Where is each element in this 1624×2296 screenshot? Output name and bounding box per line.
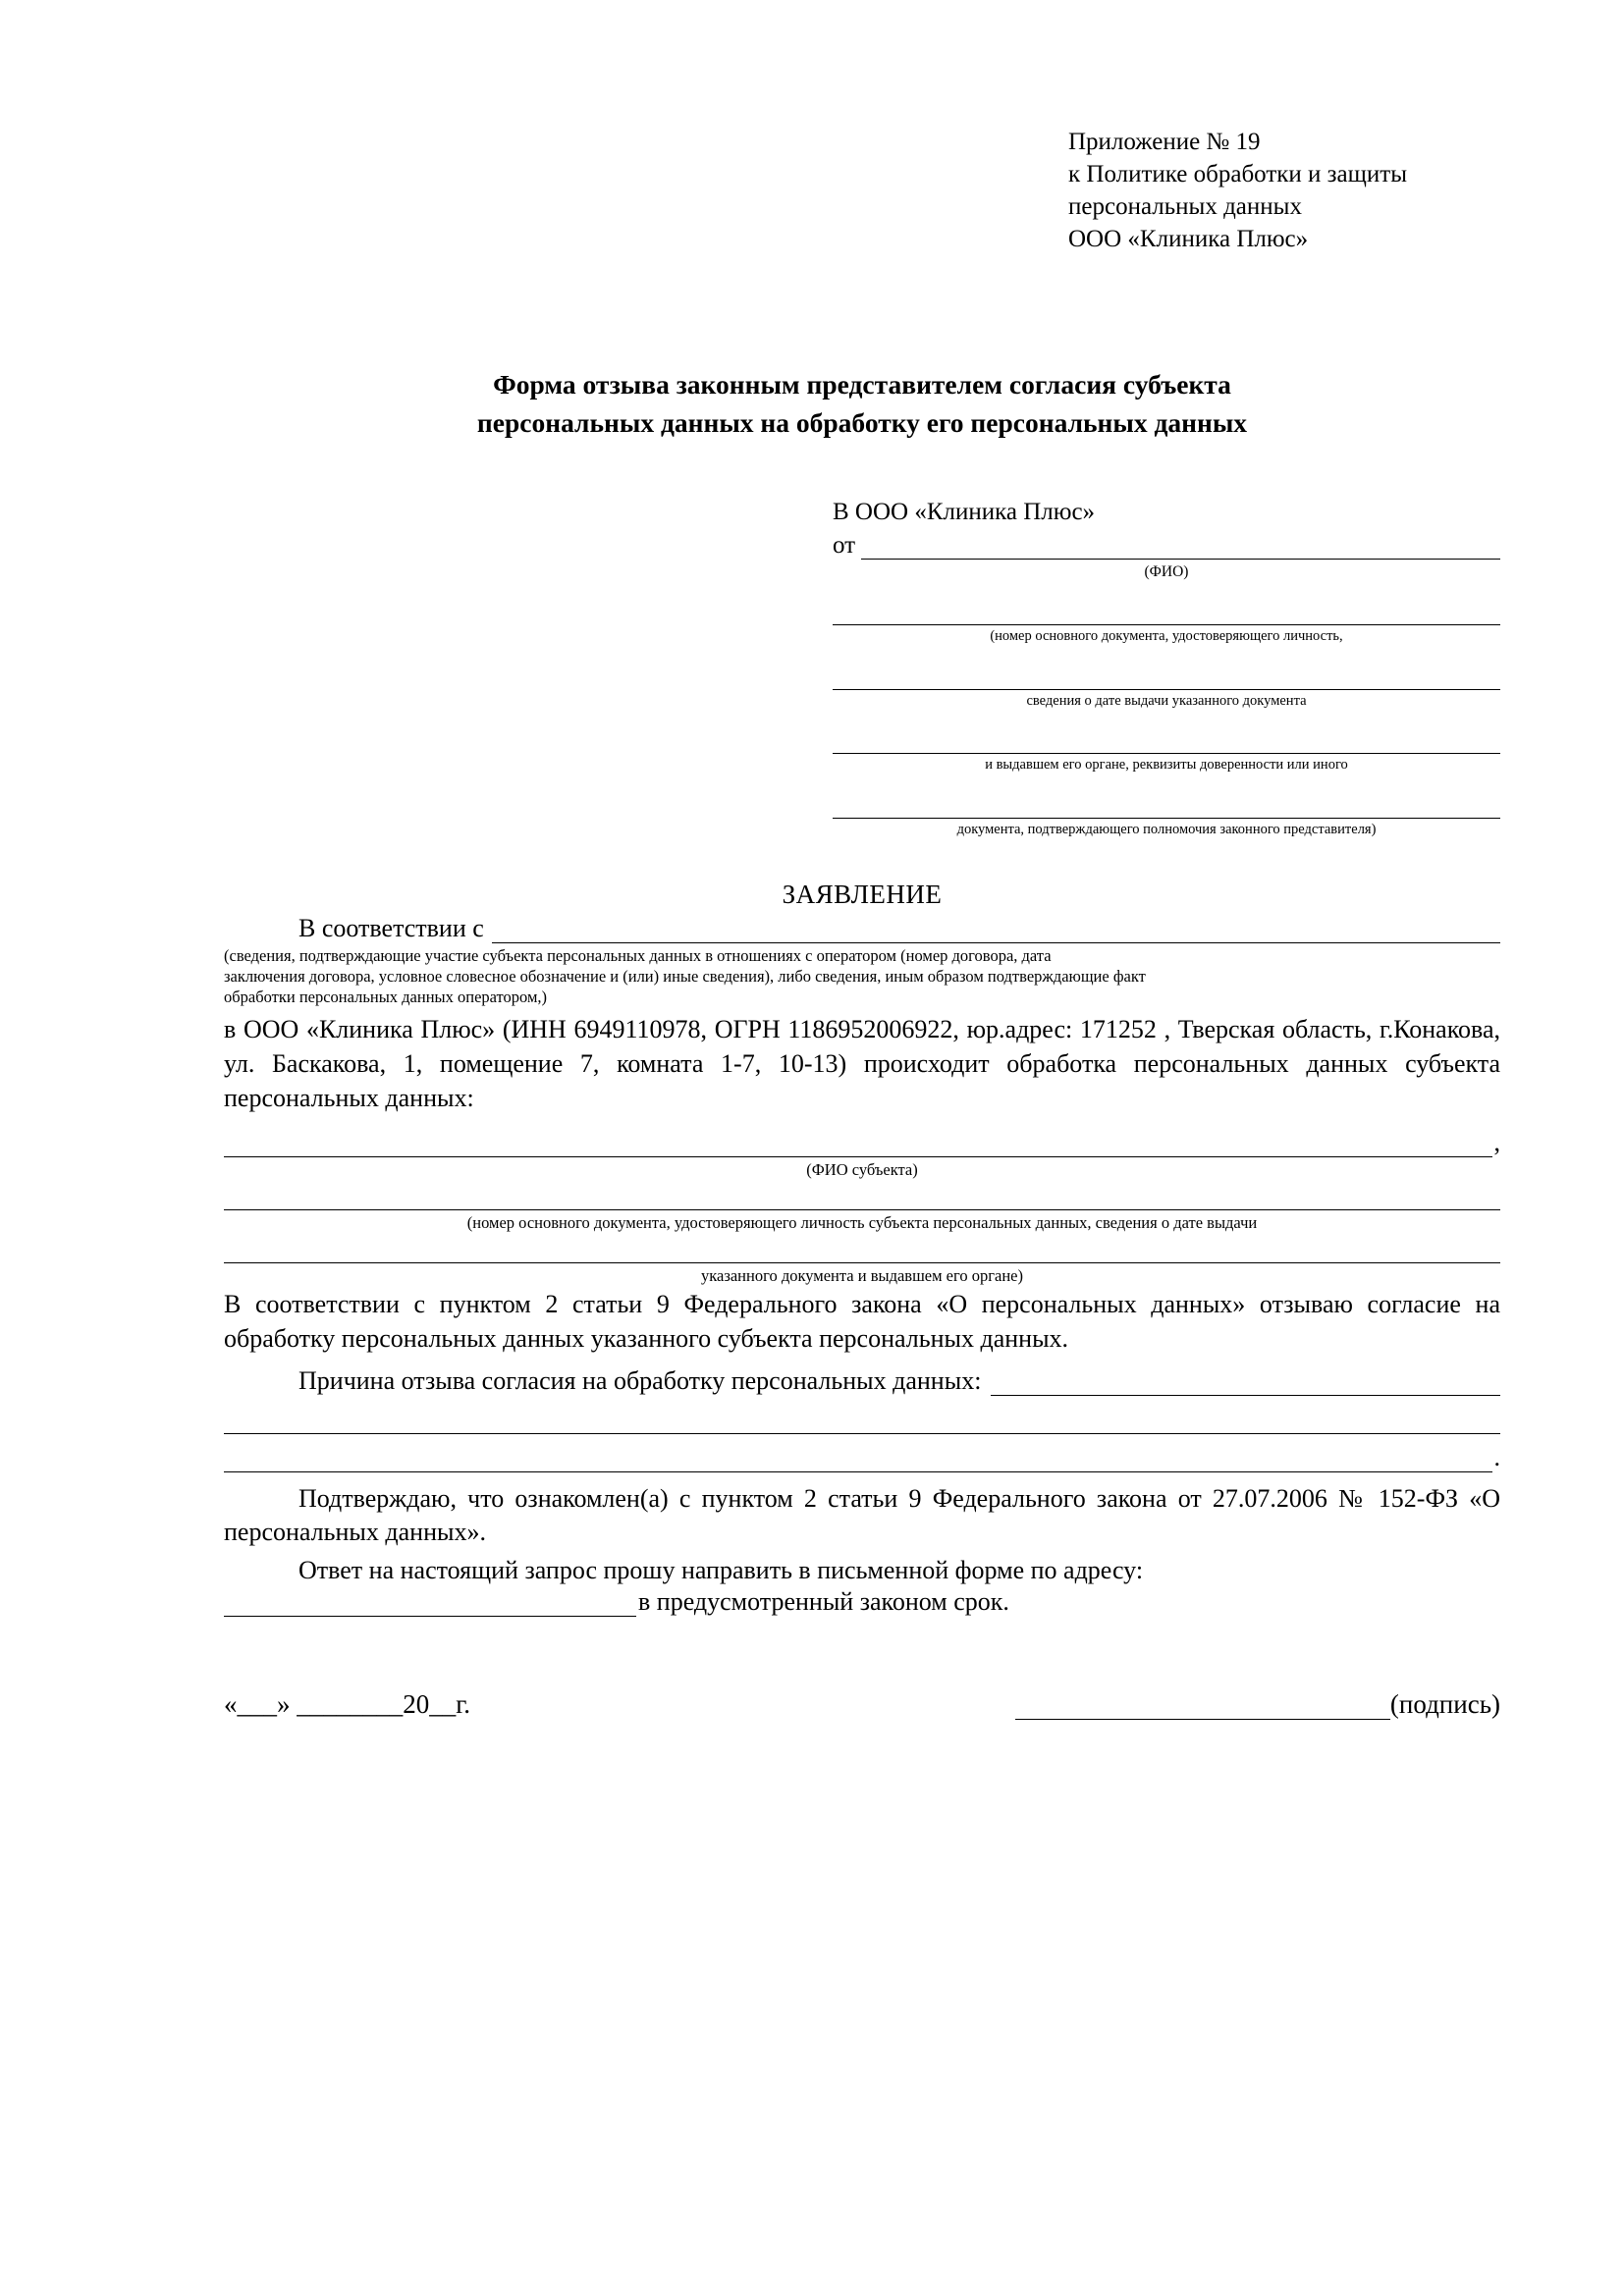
subject-doc-caption-1: (номер основного документа, удостоверяющего личность субъекта персональных данных, сведения о дате выдачи <box>466 1213 1258 1233</box>
addressee-doc-powers-field[interactable] <box>833 788 1500 819</box>
subject-fio-field[interactable] <box>224 1123 1492 1157</box>
reason-row-3 <box>224 1438 1500 1472</box>
statement-intro-note-line-3: обработки персональных данных оператором,) <box>224 988 548 1007</box>
document-content <box>224 126 1500 1720</box>
reason-period: . <box>1493 1442 1500 1471</box>
signature-row <box>224 1689 1500 1720</box>
signature-date-field[interactable]: «___» ________20__г. <box>224 1689 471 1720</box>
addressee-doc-number-field[interactable] <box>833 595 1500 625</box>
signature-label: (подпись) <box>1389 1689 1500 1720</box>
answer-paragraph: Ответ на настоящий запрос прошу направить в письменной форме по адресу: <box>298 1555 1144 1584</box>
addressee-doc-number-caption: (номер основного документа, удостоверяющего личность, <box>990 628 1343 645</box>
addressee-organization: В ООО «Клиника Плюс» <box>833 499 1096 526</box>
statement-intro-row <box>224 914 1500 943</box>
addressee-block <box>833 499 1500 838</box>
answer-address-row <box>224 1587 1500 1617</box>
page-title-line-1: Форма отзыва законным представителем согласия субъекта <box>493 369 1231 400</box>
addressee-doc-powers-caption: документа, подтверждающего полномочия законного представителя) <box>956 821 1377 837</box>
reason-field-2[interactable] <box>224 1400 1500 1434</box>
answer-address-tail: в предусмотренный законом срок. <box>638 1587 1009 1617</box>
appendix-header-line-2: к Политике обработки и защиты <box>1068 161 1408 187</box>
subject-doc-field-2[interactable] <box>224 1233 1500 1263</box>
subject-doc-caption-2: указанного документа и выдавшем его органе) <box>701 1266 1023 1286</box>
answer-address-field[interactable] <box>224 1590 636 1617</box>
reason-label: Причина отзыва согласия на обработку персональных данных: <box>298 1365 982 1395</box>
statement-intro-note <box>224 945 1500 1007</box>
subject-fio-comma: , <box>1493 1128 1500 1157</box>
appendix-header-line-4: ООО «Клиника Плюс» <box>1068 226 1309 252</box>
addressee-from-label: от <box>833 532 856 560</box>
appendix-header-line-3: персональных данных <box>1068 193 1302 220</box>
reason-row <box>224 1366 1500 1396</box>
statement-intro-field[interactable] <box>492 918 1500 943</box>
addressee-from-row <box>833 532 1500 560</box>
addressee-doc-date-caption: сведения о дате выдачи указанного документа <box>1026 692 1307 709</box>
addressee-fio-caption: (ФИО) <box>1144 563 1189 581</box>
statement-intro-note-line-1: (сведения, подтверждающие участие субъекта персональных данных в отношениях с оператором (номер договора, дата <box>224 946 1052 966</box>
addressee-fio-field[interactable] <box>861 534 1500 560</box>
appendix-header <box>1068 126 1500 255</box>
subject-fio-row <box>224 1123 1500 1157</box>
subject-doc-field-1[interactable] <box>224 1180 1500 1210</box>
appendix-header-line-1: Приложение № 19 <box>1068 129 1261 155</box>
addressee-doc-date-field[interactable] <box>833 660 1500 690</box>
withdraw-paragraph: В соответствии с пунктом 2 статьи 9 Федерального закона «О персональных данных» отзываю согласие на обработку персональных данных указанного субъекта персональных данных. <box>224 1290 1500 1353</box>
statement-heading: ЗАЯВЛЕНИЕ <box>782 880 943 910</box>
subject-fio-caption: (ФИО субъекта) <box>806 1160 918 1180</box>
statement-intro-label: В соответствии с <box>298 914 484 943</box>
statement-intro-note-line-2: заключения договора, условное словесное обозначение и (или) иные сведения), либо сведения, иным образом подтверждающие факт <box>224 967 1146 987</box>
signature-field[interactable] <box>1015 1691 1390 1720</box>
statement-organization-paragraph: в ООО «Клиника Плюс» (ИНН 6949110978, ОГРН 1186952006922, юр.адрес: 171252 , Тверская область, г.Конакова, ул. Баскакова, 1, помещение 7, комната 1-7, 10-13) происходит обработка персональных данных субъекта персональных данных: <box>224 1015 1500 1112</box>
page-title <box>224 365 1500 442</box>
reason-field-3[interactable] <box>224 1438 1492 1472</box>
addressee-doc-organ-field[interactable] <box>833 723 1500 754</box>
addressee-doc-organ-caption: и выдавшем его органе, реквизиты доверенности или иного <box>985 757 1348 774</box>
confirm-paragraph: Подтверждаю, что ознакомлен(а) с пунктом 2 статьи 9 Федерального закона от 27.07.2006 № 152-ФЗ «О персональных данных». <box>224 1483 1500 1547</box>
reason-field-1[interactable] <box>991 1369 1500 1396</box>
page-title-line-2: персональных данных на обработку его персональных данных <box>476 407 1248 439</box>
